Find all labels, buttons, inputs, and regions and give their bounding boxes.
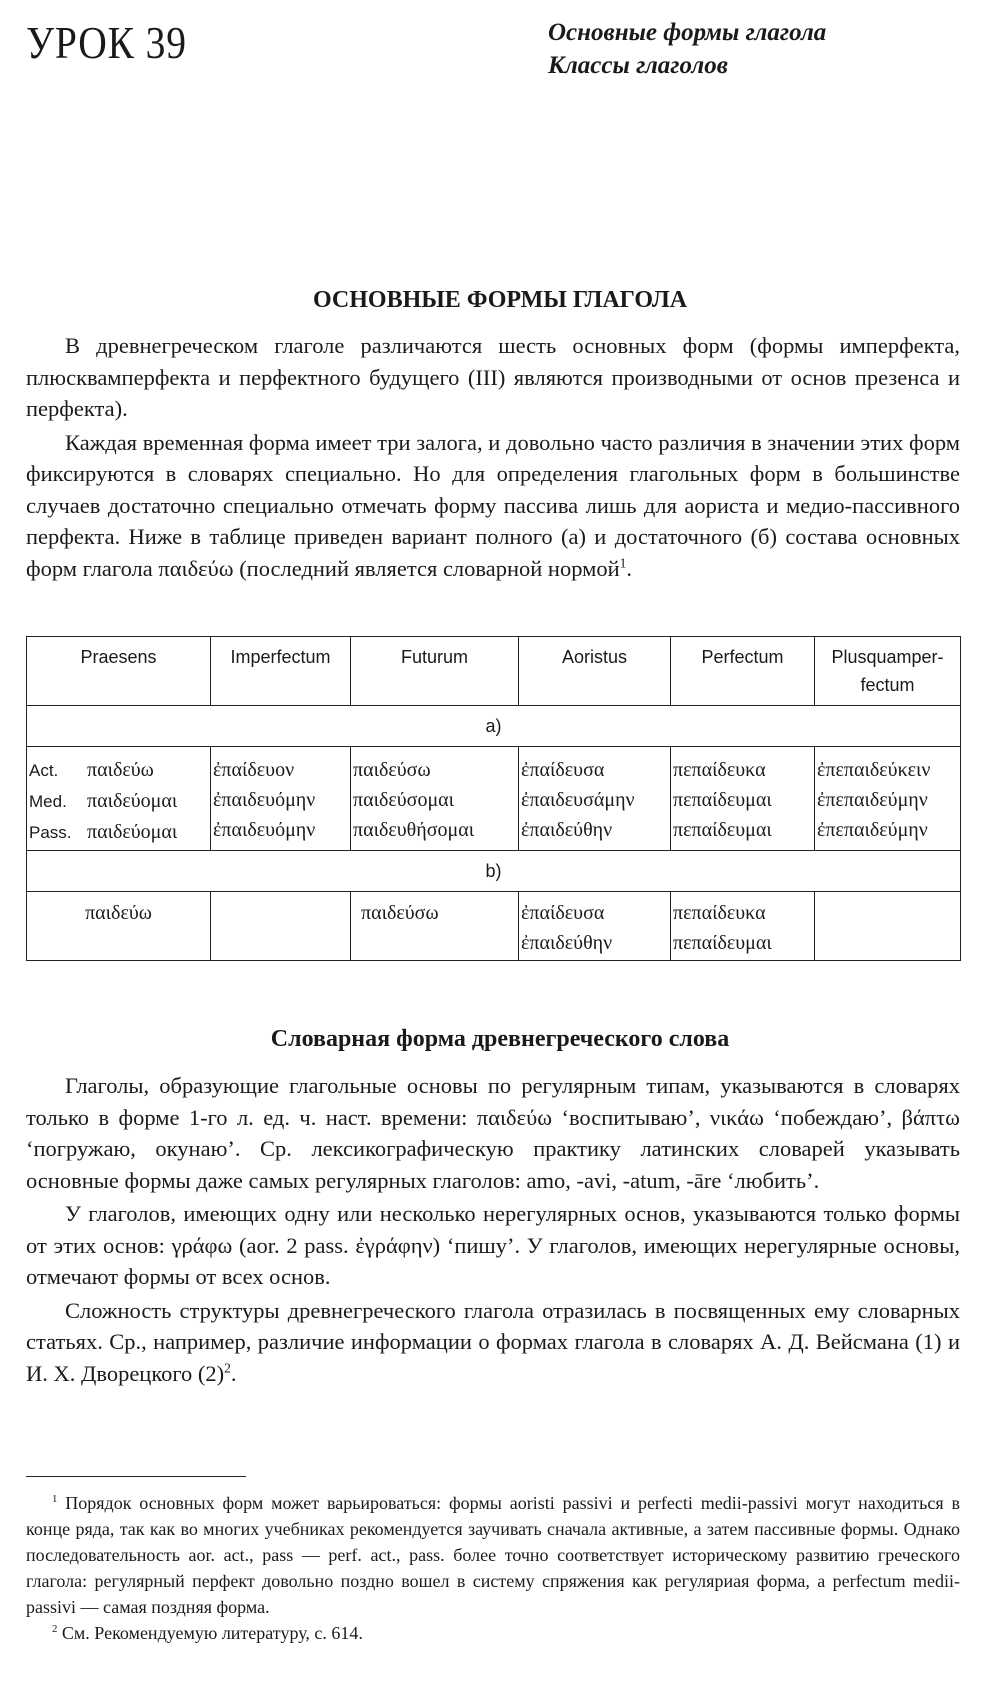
paragraph: В древнегреческом глаголе различаются шесть основных форм (формы имперфекта, плюсквамперфекта и перфектного будущего (III) являются производными от основ презенса и перфекта). bbox=[26, 333, 960, 421]
table-subheader-b bbox=[27, 851, 961, 892]
table-subheader-a bbox=[27, 706, 961, 747]
form: πεπαίδευμαι bbox=[673, 932, 772, 954]
paragraph-text: Каждая временная форма имеет три залога, и довольно часто различия в значении этих форм фиксируются в словарях специально. Но для определения глагольных форм в большинстве случаев достаточно специально отмечать форму пассива лишь для аориста и медио-пассивного перфекта. Ниже в таблице приведен вариант полного (а) и достаточного (б) состава основных форм глагола παιδεύω (последний является словарной нормой bbox=[26, 429, 960, 581]
column-header: Plusquamper-fectum bbox=[815, 637, 961, 706]
table-cell bbox=[27, 892, 211, 961]
footnote-1 bbox=[26, 1490, 960, 1620]
form: παιδεύω bbox=[85, 902, 152, 924]
variant-label: b) bbox=[27, 851, 961, 892]
form: παιδευθήσομαι bbox=[353, 819, 475, 841]
table-cell bbox=[519, 892, 671, 961]
form: ἐπεπαιδεύκειν bbox=[817, 759, 931, 781]
topic-verb-classes: Классы глаголов bbox=[548, 52, 728, 79]
form: ἐπαιδεύθην bbox=[521, 819, 613, 841]
variant-label: a) bbox=[27, 706, 961, 747]
form: παιδεύω bbox=[87, 759, 154, 781]
table-cell bbox=[671, 747, 815, 851]
column-header: Imperfectum bbox=[211, 637, 351, 706]
form: ἐπαιδευσάμην bbox=[521, 789, 635, 811]
form: ἐπεπαιδεύμην bbox=[817, 789, 928, 811]
table-cell bbox=[351, 892, 519, 961]
table-row bbox=[27, 747, 961, 851]
footnote-text: Порядок основных форм может варьироваться: формы aoristi passivi и perfecti medii-passivi могут находиться в конце ряда, так как во многих учебниках рекомендуется заучивать сначала активные, а затем пассивные формы. Однако последовательность aor. act., pass — perf. act., pass. более точно соответствует историческому развитию греческого глагола: регулярный перфект довольно поздно вошел в систему спряжения как регуляриая форма, а perfectum medii-passivi — самая поздняя форма. bbox=[26, 1493, 960, 1617]
topic-main-forms: Основные формы глагола bbox=[548, 19, 827, 46]
column-header: Perfectum bbox=[671, 637, 815, 706]
lesson-header: УРОК 39 bbox=[26, 17, 187, 68]
paragraph-end: . bbox=[230, 1360, 237, 1386]
paragraph bbox=[26, 1295, 960, 1390]
column-header: Aoristus bbox=[519, 637, 671, 706]
section2-text bbox=[26, 1070, 960, 1389]
paragraph-end: . bbox=[626, 555, 633, 581]
paragraph: У глаголов, имеющих одну или несколько нерегулярных основ, указываются только формы от этих основ: γράφω (aor. 2 pass. ἐγράφην) ‘пишу’. У глаголов, имеющих нерегулярные основы, отмечают формы от всех основ. bbox=[26, 1201, 960, 1289]
footnote-text: См. Рекомендуемую литературу, с. 614. bbox=[61, 1623, 363, 1643]
form: παιδεύσω bbox=[353, 759, 431, 781]
footnote-ref[interactable]: 1 bbox=[619, 555, 627, 570]
table-cell bbox=[815, 747, 961, 851]
form: ἐπαιδεύθην bbox=[521, 932, 613, 954]
form: ἐπαιδευόμην bbox=[213, 789, 316, 811]
verb-forms-table bbox=[26, 636, 961, 961]
table-cell bbox=[27, 747, 211, 851]
form: παιδεύομαι bbox=[87, 790, 178, 812]
table-cell bbox=[211, 747, 351, 851]
form: ἐπαίδευσα bbox=[521, 902, 605, 924]
form: παιδεύομαι bbox=[87, 821, 178, 843]
table-header-row bbox=[27, 637, 961, 706]
footnote-divider bbox=[26, 1476, 246, 1477]
footnote-ref[interactable]: 2 bbox=[224, 1360, 231, 1375]
voice-label: Med. bbox=[29, 792, 67, 811]
footnote-2 bbox=[26, 1620, 960, 1646]
form: ἐπαίδευσα bbox=[521, 759, 605, 781]
column-header: Praesens bbox=[27, 637, 211, 706]
paragraph-text: Сложность структуры древнегреческого глагола отразилась в посвященных ему словарных статьях. Ср., например, различие информации о формах глагола в словарях А. Д. Вейсмана (1) и И. Х. Дворецкого (2) bbox=[26, 1297, 960, 1386]
table-row bbox=[27, 892, 961, 961]
form: παιδεύσομαι bbox=[353, 789, 455, 811]
footnotes bbox=[26, 1490, 960, 1646]
lesson-topics bbox=[548, 16, 826, 82]
paragraph bbox=[26, 427, 960, 585]
table-cell bbox=[351, 747, 519, 851]
footnote-number: 1 bbox=[52, 1493, 58, 1505]
form: ἐπαίδευον bbox=[213, 759, 295, 781]
form: πεπαίδευκα bbox=[673, 902, 766, 924]
section-title-main-forms: ОСНОВНЫЕ ФОРМЫ ГЛАГОЛА bbox=[312, 287, 688, 313]
form: ἐπεπαιδεύμην bbox=[817, 819, 928, 841]
table-cell bbox=[519, 747, 671, 851]
table-cell bbox=[211, 892, 351, 961]
footnote-number: 2 bbox=[52, 1623, 58, 1635]
section1-text bbox=[26, 330, 960, 584]
form: πεπαίδευμαι bbox=[673, 789, 772, 811]
paragraph: Глаголы, образующие глагольные основы по регулярным типам, указываются в словарях только в форме 1-го л. ед. ч. наст. времени: παιδεύω ‘воспитываю’, νικάω ‘побеждаю’, βάπτω ‘погружаю, окунаю’. Ср. лексикографическую практику латинских словарей указывать основные формы даже самых регулярных глаголов: amo, -avi, -atum, -āre ‘любить’. bbox=[26, 1073, 960, 1193]
voice-label: Pass. bbox=[29, 823, 72, 842]
column-header: Futurum bbox=[351, 637, 519, 706]
form: παιδεύσω bbox=[361, 902, 439, 924]
form: ἐπαιδευόμην bbox=[213, 819, 316, 841]
voice-label: Act. bbox=[29, 761, 59, 780]
form: πεπαίδευκα bbox=[673, 759, 766, 781]
form: πεπαίδευμαι bbox=[673, 819, 772, 841]
table-cell bbox=[815, 892, 961, 961]
table-cell bbox=[671, 892, 815, 961]
section-title-dictionary-form: Словарная форма древнегреческого слова bbox=[270, 1026, 730, 1052]
